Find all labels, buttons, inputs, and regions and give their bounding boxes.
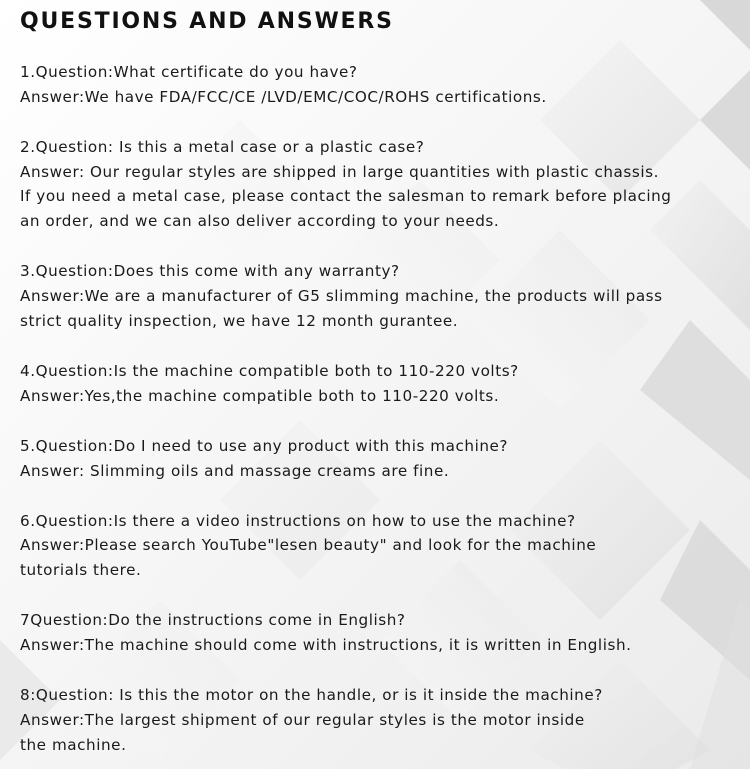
qa-2-answer-line-3: an order, and we can also deliver according to your needs. — [20, 212, 500, 230]
qa-2-answer-line-2: If you need a metal case, please contact the salesman to remark before placing — [20, 187, 672, 205]
page-title: QUESTIONS AND ANSWERS — [20, 9, 394, 34]
qa-8-answer: Answer:The largest shipment of our regular styles is the motor inside — [20, 711, 585, 729]
qa-3-question: 3.Question:Does this come with any warranty? — [20, 262, 400, 280]
qa-2-question: 2.Question: Is this a metal case or a plastic case? — [20, 138, 425, 156]
qa-1-answer: Answer:We have FDA/FCC/CE /LVD/EMC/COC/ROHS certifications. — [20, 88, 547, 106]
qa-8-answer-line-2: the machine. — [20, 736, 127, 754]
qa-7-answer: Answer:The machine should come with instructions, it is written in English. — [20, 636, 632, 654]
qa-3-answer-line-2: strict quality inspection, we have 12 month gurantee. — [20, 312, 459, 330]
qa-8-question: 8:Question: Is this the motor on the handle, or is it inside the machine? — [20, 686, 603, 704]
qa-7-question: 7Question:Do the instructions come in English? — [20, 611, 406, 629]
qa-5-answer: Answer: Slimming oils and massage creams are fine. — [20, 462, 450, 480]
qa-4-question: 4.Question:Is the machine compatible both to 110-220 volts? — [20, 362, 519, 380]
qa-2-answer: Answer: Our regular styles are shipped in large quantities with plastic chassis. — [20, 163, 659, 181]
qa-6-answer: Answer:Please search YouTube"lesen beauty" and look for the machine — [20, 536, 597, 554]
qa-1-question: 1.Question:What certificate do you have? — [20, 63, 358, 81]
qa-6-question: 6.Question:Is there a video instructions on how to use the machine? — [20, 512, 576, 530]
qa-6-answer-line-2: tutorials there. — [20, 561, 142, 579]
qa-4-answer: Answer:Yes,the machine compatible both to 110-220 volts. — [20, 387, 500, 405]
qa-5-question: 5.Question:Do I need to use any product with this machine? — [20, 437, 509, 455]
qa-3-answer: Answer:We are a manufacturer of G5 slimming machine, the products will pass — [20, 287, 663, 305]
